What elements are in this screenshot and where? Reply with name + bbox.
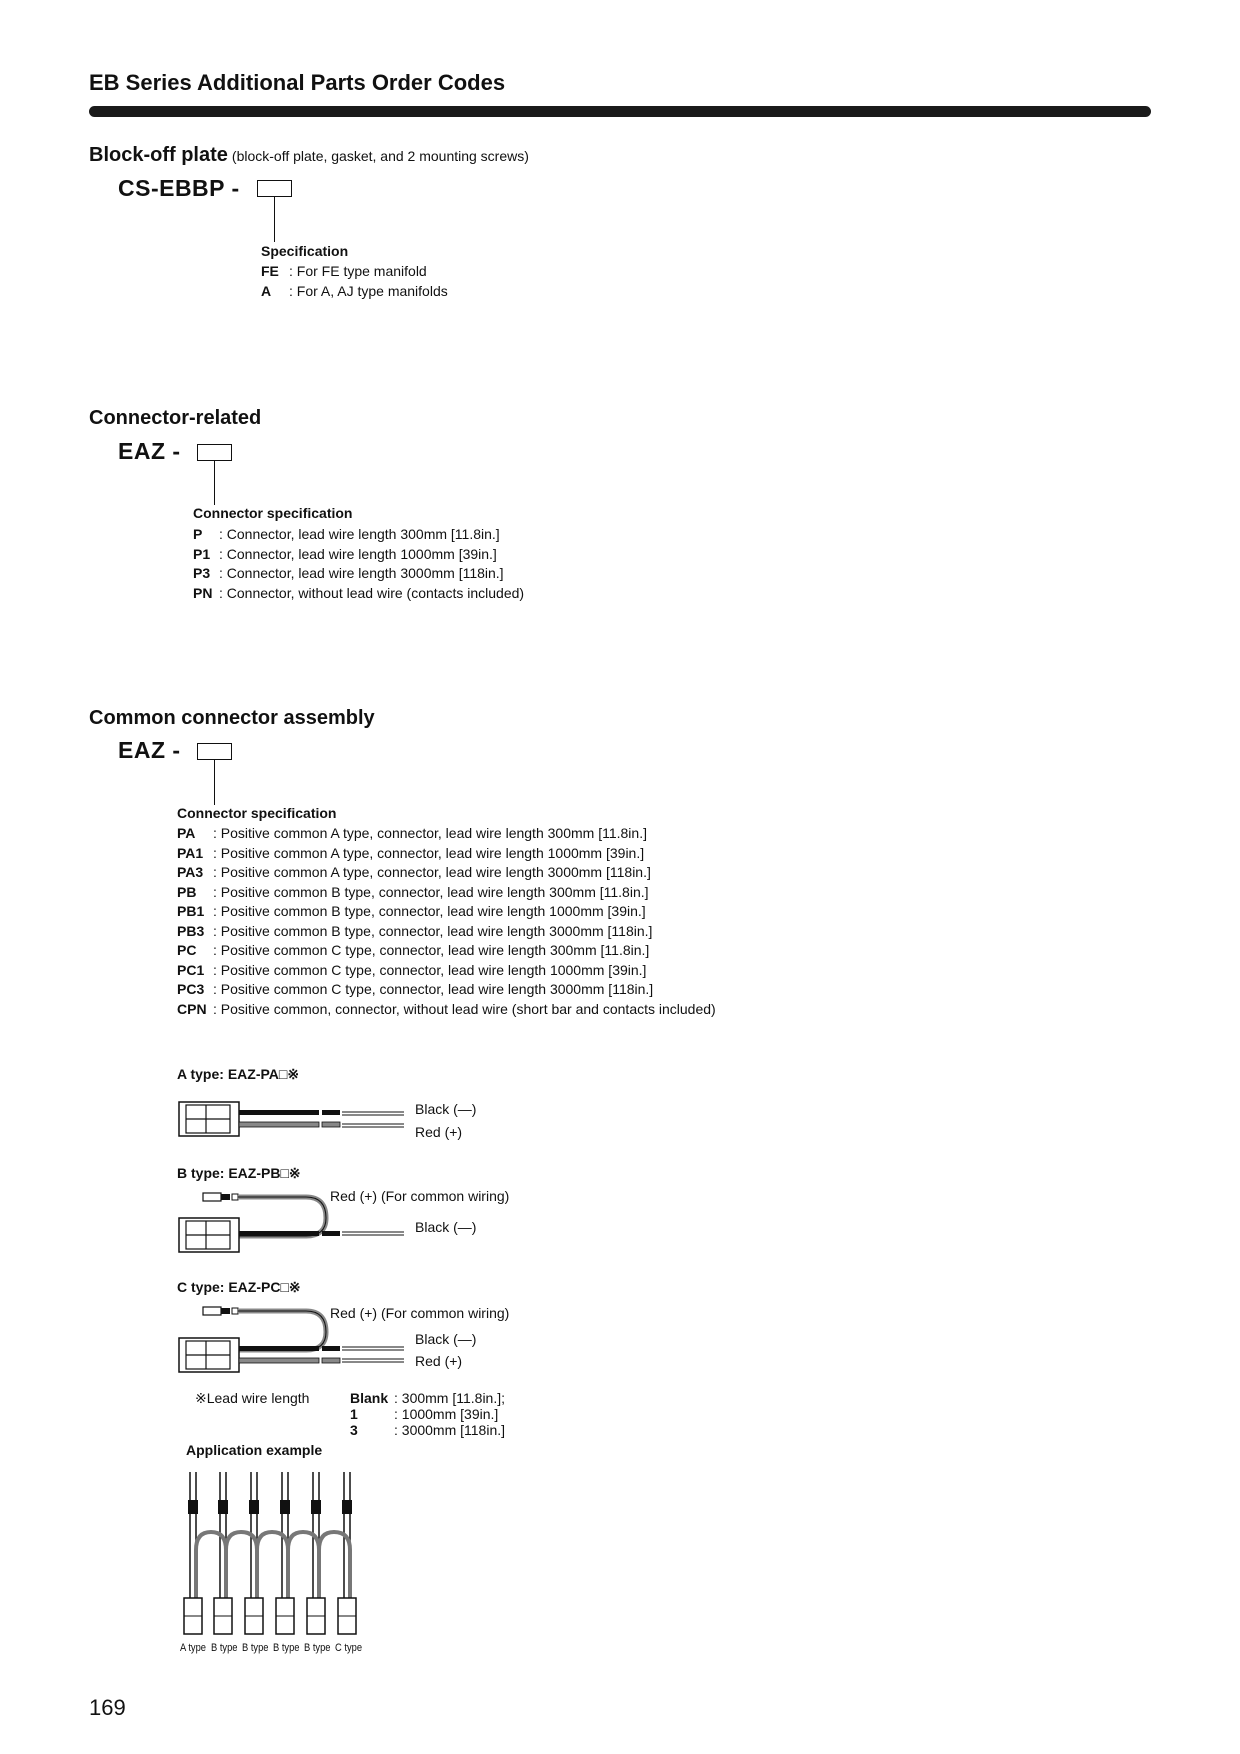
spec-desc: : Positive common B type, connector, lead wire length 300mm [11.8in.] <box>213 883 649 900</box>
common-spec-list <box>177 824 716 1019</box>
app-label-4: B type <box>273 1642 300 1654</box>
spec-row <box>193 525 524 545</box>
connector-code: EAZ - <box>118 438 181 464</box>
spec-row <box>177 902 716 922</box>
b-type-title: B type: EAZ-PB□※ <box>177 1165 301 1181</box>
blockoff-spec-title: Specification <box>261 243 349 259</box>
c-type-red-label: Red (+) <box>415 1353 463 1369</box>
a-type-title: A type: EAZ-PA□※ <box>177 1066 300 1082</box>
blockoff-code: CS-EBBP - <box>118 175 240 201</box>
page-title: EB Series Additional Parts Order Codes <box>89 70 506 95</box>
connector-spec-list <box>193 525 524 603</box>
spec-key: PB3 <box>177 922 205 939</box>
spec-row <box>193 564 524 584</box>
spec-desc: : For A, AJ type manifolds <box>289 282 448 299</box>
b-type-red-label: Red (+) (For common wiring) <box>330 1188 510 1204</box>
blockoff-subtitle: (block-off plate, gasket, and 2 mounting screws) <box>231 148 529 164</box>
lead-key: Blank <box>350 1390 389 1406</box>
common-code: EAZ - <box>118 737 181 763</box>
spec-row <box>177 824 716 844</box>
app-label-6: C type <box>335 1642 363 1654</box>
spec-desc: : Positive common C type, connector, lead wire length 3000mm [118in.] <box>213 981 654 997</box>
app-label-3: B type <box>242 1642 269 1654</box>
spec-desc: : Connector, lead wire length 300mm [11.8in.] <box>219 526 500 542</box>
lead-wire-note-list <box>350 1390 505 1438</box>
blockoff-leader-line <box>274 196 275 242</box>
spec-row <box>177 961 716 981</box>
spec-desc: : Positive common, connector, without lead wire (short bar and contacts included) <box>213 1000 716 1017</box>
blockoff-title: Block-off plate <box>89 144 228 166</box>
title-rule <box>89 106 1151 117</box>
spec-row <box>261 282 448 302</box>
spec-desc: : Connector, without lead wire (contacts included) <box>219 584 525 601</box>
spec-desc: : Positive common B type, connector, lead wire length 1000mm [39in.] <box>213 903 646 919</box>
page-number: 169 <box>89 1695 126 1720</box>
common-leader-line <box>214 759 215 805</box>
spec-row <box>193 584 524 604</box>
spec-key: P1 <box>193 545 211 562</box>
lead-row <box>350 1390 505 1406</box>
common-code-box <box>197 743 232 760</box>
lead-key: 1 <box>350 1406 358 1422</box>
lead-wire-note-label: ※Lead wire length <box>195 1390 310 1406</box>
spec-key: PA <box>177 825 196 841</box>
lead-desc: : 1000mm [39in.] <box>394 1406 499 1422</box>
spec-row <box>177 863 716 883</box>
lead-key: 3 <box>350 1422 358 1438</box>
c-type-title: C type: EAZ-PC□※ <box>177 1279 301 1295</box>
spec-key: PN <box>193 584 213 601</box>
spec-desc: : Positive common A type, connector, lead wire length 1000mm [39in.] <box>213 844 645 861</box>
spec-row <box>177 844 716 864</box>
connector-code-box <box>197 444 232 461</box>
blockoff-code-box <box>257 180 292 197</box>
app-label-5: B type <box>304 1642 331 1654</box>
spec-row <box>177 980 716 1000</box>
spec-key: PB <box>177 883 197 900</box>
spec-key: CPN <box>177 1000 207 1017</box>
application-example-drawing <box>176 1470 376 1640</box>
spec-key: P <box>193 526 203 542</box>
spec-key: PC3 <box>177 981 205 997</box>
spec-desc: : For FE type manifold <box>289 263 427 279</box>
app-label-2: B type <box>211 1642 238 1654</box>
spec-row <box>193 545 524 565</box>
lead-desc: : 3000mm [118in.] <box>394 1422 506 1438</box>
a-type-red-label: Red (+) <box>415 1124 463 1140</box>
spec-key: PC <box>177 942 197 958</box>
application-title: Application example <box>186 1442 323 1458</box>
common-spec-title: Connector specification <box>177 805 337 821</box>
lead-row <box>350 1406 505 1422</box>
spec-key: FE <box>261 263 279 279</box>
connector-spec-title: Connector specification <box>193 505 353 521</box>
spec-desc: : Positive common A type, connector, lead wire length 300mm [11.8in.] <box>213 825 647 841</box>
b-type-black-label: Black (—) <box>415 1219 477 1235</box>
c-type-black-label: Black (—) <box>415 1331 477 1347</box>
c-type-red-common-label: Red (+) (For common wiring) <box>330 1305 510 1321</box>
common-section-title: Common connector assembly <box>89 707 375 729</box>
spec-row <box>177 1000 716 1020</box>
a-type-connector-drawing <box>176 1096 416 1141</box>
spec-row <box>261 262 448 282</box>
blockoff-spec-list <box>261 262 448 301</box>
spec-desc: : Connector, lead wire length 3000mm [118in.] <box>219 565 504 581</box>
spec-desc: : Positive common B type, connector, lead wire length 3000mm [118in.] <box>213 922 653 939</box>
spec-desc: : Connector, lead wire length 1000mm [39in.] <box>219 545 497 562</box>
spec-key: PC1 <box>177 961 205 978</box>
spec-row <box>177 883 716 903</box>
spec-key: PA3 <box>177 864 204 880</box>
spec-row <box>177 922 716 942</box>
spec-desc: : Positive common C type, connector, lead wire length 1000mm [39in.] <box>213 961 647 978</box>
connector-leader-line <box>214 460 215 505</box>
a-type-black-label: Black (—) <box>415 1101 477 1117</box>
lead-desc: : 300mm [11.8in.]; <box>394 1390 506 1406</box>
spec-desc: : Positive common A type, connector, lead wire length 3000mm [118in.] <box>213 864 651 880</box>
spec-key: A <box>261 282 272 299</box>
spec-row <box>177 941 716 961</box>
lead-row <box>350 1422 505 1438</box>
spec-key: PB1 <box>177 903 205 919</box>
spec-key: PA1 <box>177 844 204 861</box>
spec-desc: : Positive common C type, connector, lead wire length 300mm [11.8in.] <box>213 942 650 958</box>
spec-key: P3 <box>193 565 211 581</box>
connector-section-title: Connector-related <box>89 407 262 429</box>
app-label-1: A type <box>180 1642 206 1654</box>
blockoff-section-title <box>89 144 529 167</box>
